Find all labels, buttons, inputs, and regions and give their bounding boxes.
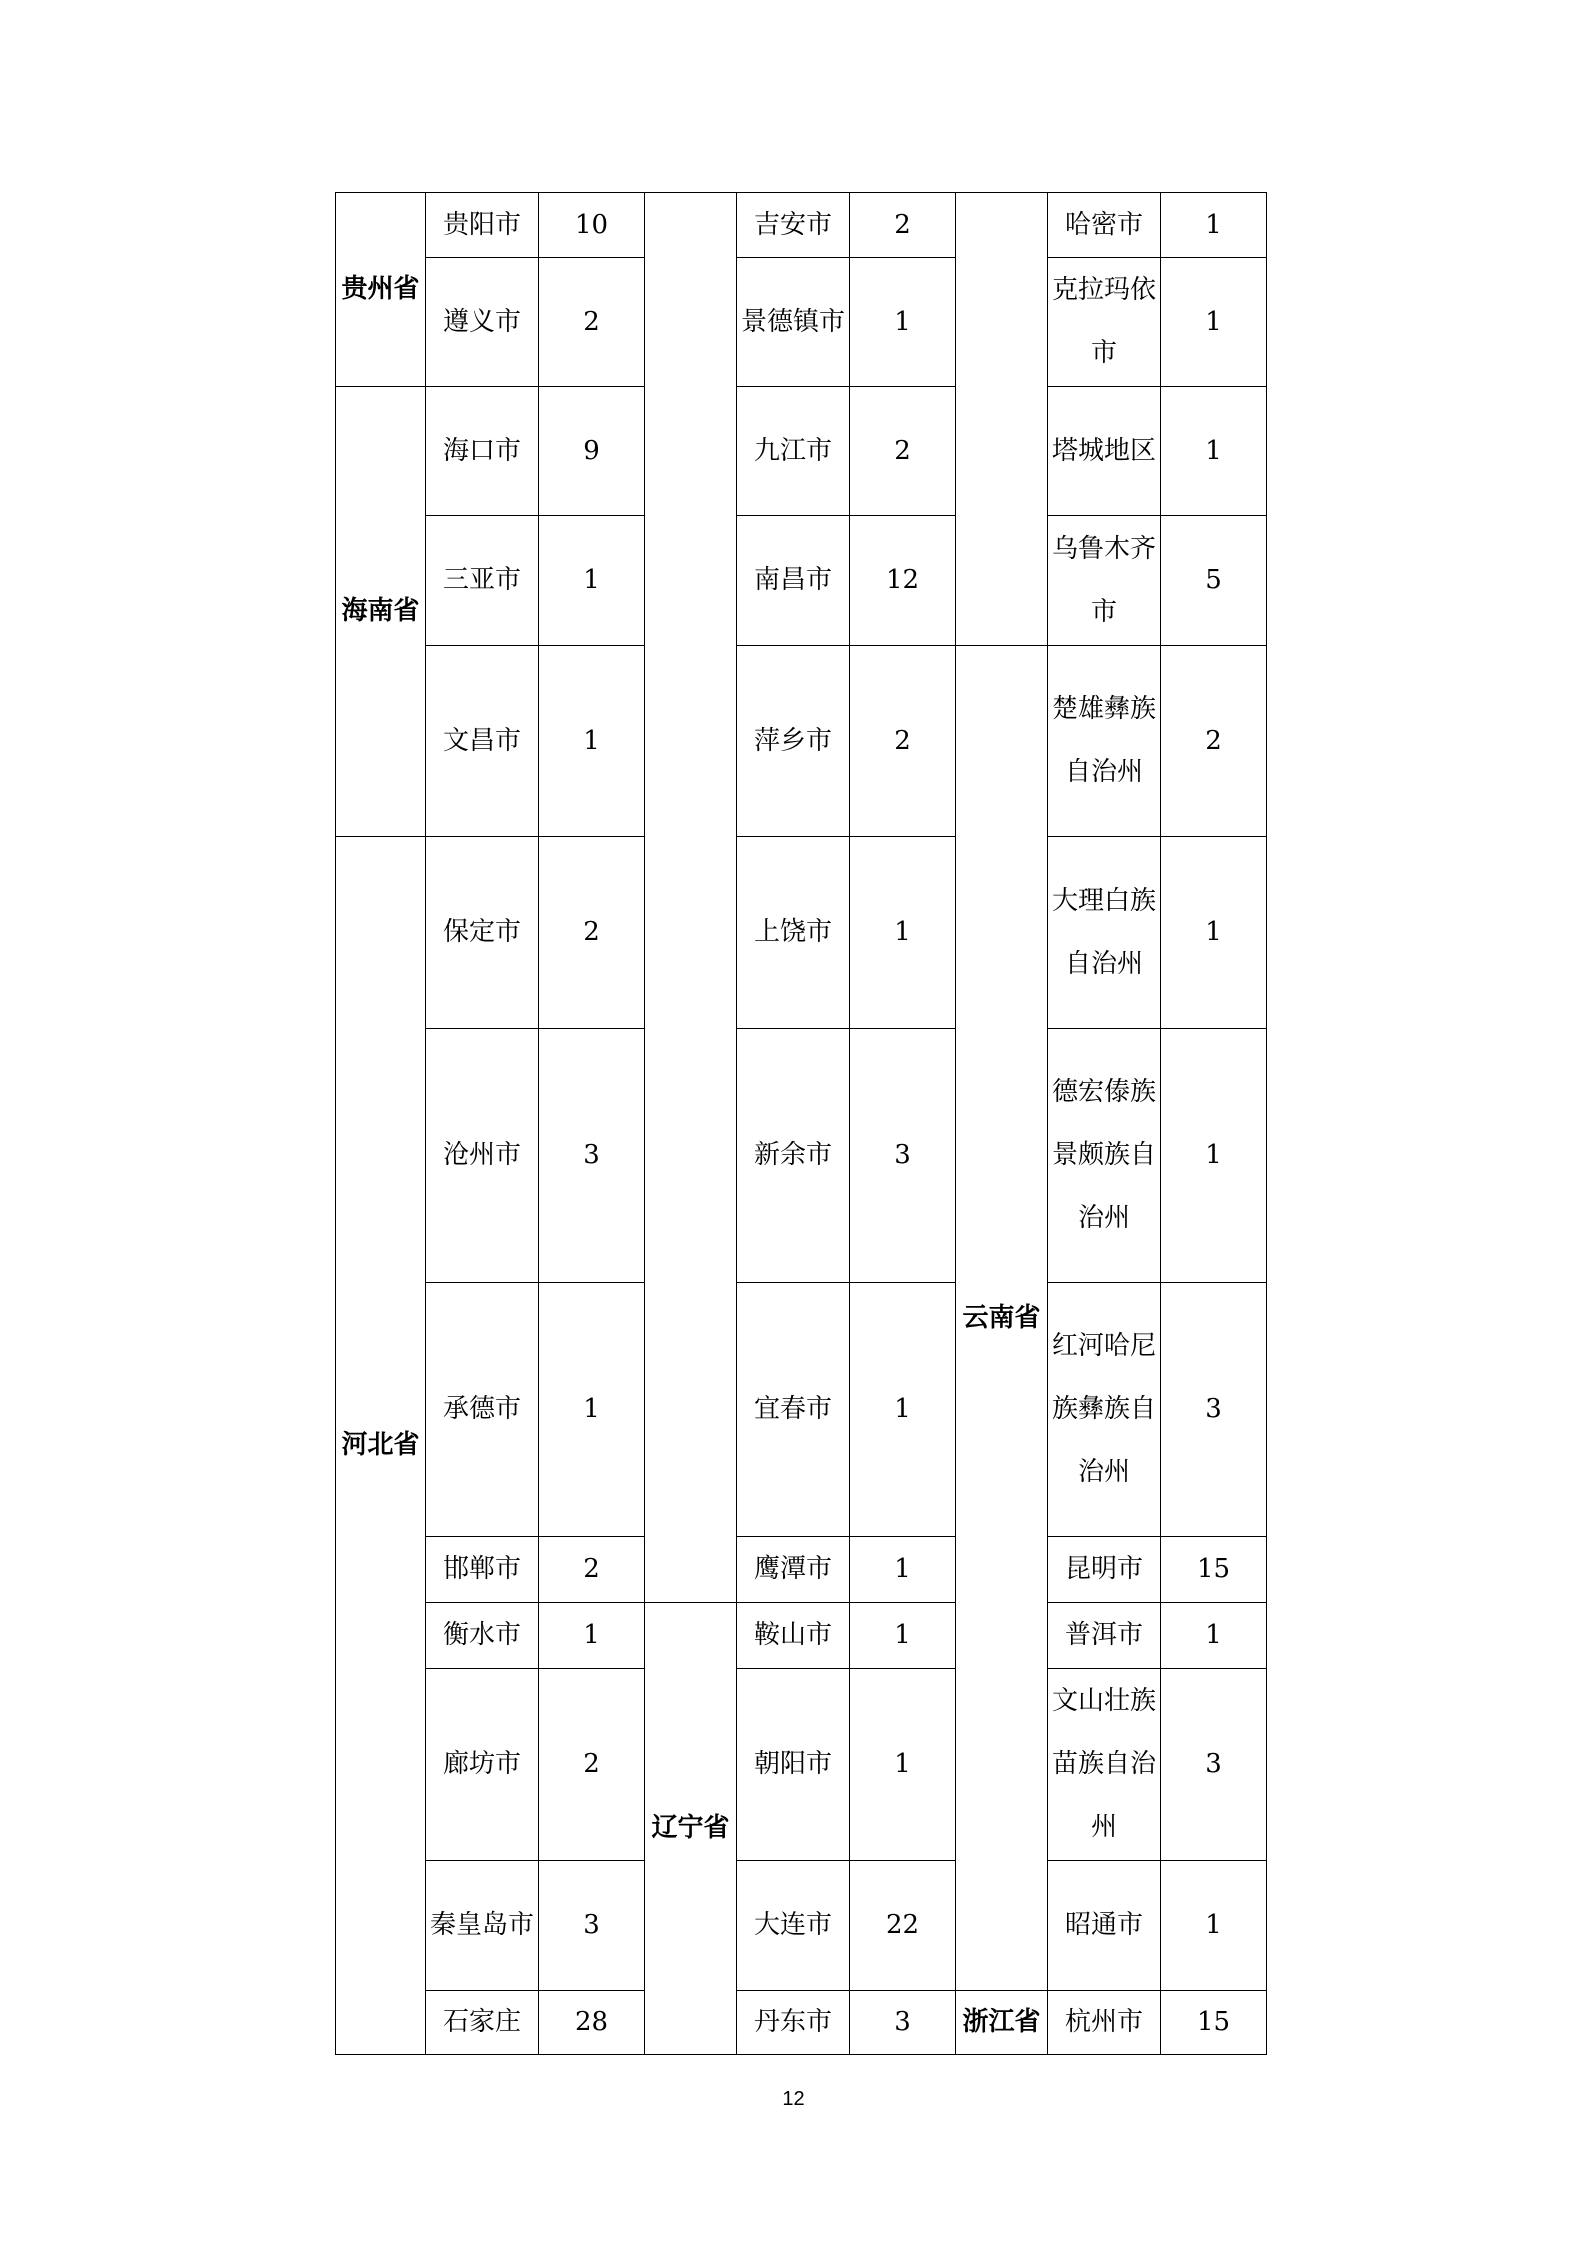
city-name-cell: 三亚市 (426, 516, 539, 646)
count-cell: 1 (1161, 837, 1267, 1029)
count-cell: 1 (850, 258, 956, 387)
count-cell: 1 (539, 646, 645, 837)
city-name-cell: 遵义市 (426, 258, 539, 387)
count-cell: 3 (1161, 1669, 1267, 1861)
city-name-cell: 文山壮族苗族自治州 (1048, 1669, 1161, 1861)
province-cell: 浙江省 (956, 1991, 1048, 2055)
city-name-cell: 文昌市 (426, 646, 539, 837)
city-name-cell: 上饶市 (737, 837, 850, 1029)
count-cell: 2 (850, 387, 956, 516)
count-cell: 2 (850, 646, 956, 837)
city-name-cell: 德宏傣族景颇族自治州 (1048, 1029, 1161, 1283)
count-cell: 1 (850, 1603, 956, 1669)
city-name-cell: 保定市 (426, 837, 539, 1029)
city-name-cell: 朝阳市 (737, 1669, 850, 1861)
province-cell: 云南省 (956, 646, 1048, 1991)
city-name-cell: 承德市 (426, 1283, 539, 1537)
city-name-cell: 杭州市 (1048, 1991, 1161, 2055)
city-name-cell: 萍乡市 (737, 646, 850, 837)
count-cell: 3 (850, 1029, 956, 1283)
city-name-cell: 吉安市 (737, 193, 850, 258)
city-count-table (335, 192, 1267, 2055)
count-cell: 1 (539, 1283, 645, 1537)
city-name-cell: 沧州市 (426, 1029, 539, 1283)
count-cell: 2 (539, 837, 645, 1029)
count-cell: 5 (1161, 516, 1267, 646)
city-name-cell: 秦皇岛市 (426, 1861, 539, 1991)
count-cell: 1 (850, 1537, 956, 1603)
count-cell: 1 (1161, 1861, 1267, 1991)
count-cell: 1 (850, 837, 956, 1029)
province-cell: 辽宁省 (645, 1603, 737, 2055)
city-name-cell: 景德镇市 (737, 258, 850, 387)
city-name-cell: 普洱市 (1048, 1603, 1161, 1669)
city-name-cell: 大连市 (737, 1861, 850, 1991)
count-cell: 2 (539, 258, 645, 387)
city-name-cell: 大理白族自治州 (1048, 837, 1161, 1029)
province-cell: 河北省 (336, 837, 426, 2055)
count-cell: 9 (539, 387, 645, 516)
city-name-cell: 邯郸市 (426, 1537, 539, 1603)
city-name-cell: 哈密市 (1048, 193, 1161, 258)
city-name-cell: 鹰潭市 (737, 1537, 850, 1603)
city-name-cell: 贵阳市 (426, 193, 539, 258)
count-cell: 1 (1161, 1029, 1267, 1283)
city-name-cell: 九江市 (737, 387, 850, 516)
city-name-cell: 廊坊市 (426, 1669, 539, 1861)
city-name-cell: 衡水市 (426, 1603, 539, 1669)
city-name-cell: 海口市 (426, 387, 539, 516)
count-cell: 3 (539, 1029, 645, 1283)
count-cell: 3 (850, 1991, 956, 2055)
province-cell (956, 193, 1048, 646)
city-name-cell: 宜春市 (737, 1283, 850, 1537)
count-cell: 2 (539, 1537, 645, 1603)
count-cell: 28 (539, 1991, 645, 2055)
count-cell: 3 (539, 1861, 645, 1991)
count-cell: 1 (1161, 193, 1267, 258)
city-name-cell: 新余市 (737, 1029, 850, 1283)
count-cell: 15 (1161, 1537, 1267, 1603)
count-cell: 1 (1161, 387, 1267, 516)
count-cell: 2 (850, 193, 956, 258)
city-name-cell: 鞍山市 (737, 1603, 850, 1669)
count-cell: 1 (1161, 1603, 1267, 1669)
city-name-cell: 南昌市 (737, 516, 850, 646)
city-name-cell: 楚雄彝族自治州 (1048, 646, 1161, 837)
city-name-cell: 丹东市 (737, 1991, 850, 2055)
city-name-cell: 红河哈尼族彝族自治州 (1048, 1283, 1161, 1537)
city-name-cell: 克拉玛依市 (1048, 258, 1161, 387)
count-cell: 2 (539, 1669, 645, 1861)
count-cell: 1 (539, 1603, 645, 1669)
count-cell: 3 (1161, 1283, 1267, 1537)
city-name-cell: 乌鲁木齐市 (1048, 516, 1161, 646)
page-number: 12 (782, 2088, 805, 2110)
count-cell: 12 (850, 516, 956, 646)
province-cell: 海南省 (336, 387, 426, 837)
count-cell: 10 (539, 193, 645, 258)
province-cell: 贵州省 (336, 193, 426, 387)
count-cell: 1 (1161, 258, 1267, 387)
province-cell (645, 193, 737, 1603)
count-cell: 1 (850, 1669, 956, 1861)
count-cell: 15 (1161, 1991, 1267, 2055)
count-cell: 1 (850, 1283, 956, 1537)
city-name-cell: 塔城地区 (1048, 387, 1161, 516)
city-name-cell: 昆明市 (1048, 1537, 1161, 1603)
city-name-cell: 石家庄 (426, 1991, 539, 2055)
count-cell: 2 (1161, 646, 1267, 837)
city-name-cell: 昭通市 (1048, 1861, 1161, 1991)
count-cell: 22 (850, 1861, 956, 1991)
count-cell: 1 (539, 516, 645, 646)
